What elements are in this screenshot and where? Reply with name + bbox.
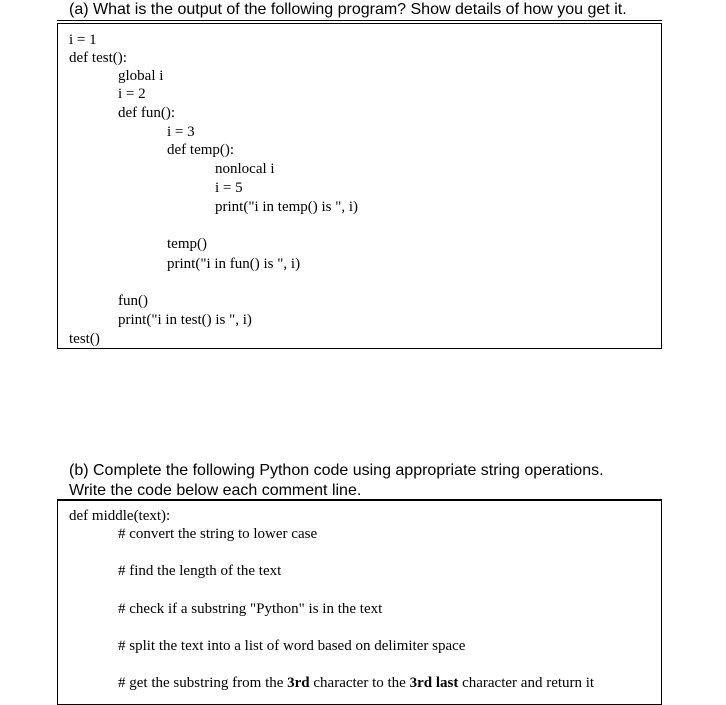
code-line: nonlocal i <box>215 161 275 177</box>
code-line: # convert the string to lower case <box>118 526 318 542</box>
code-line-last-comment <box>118 674 594 692</box>
heading-underline <box>57 20 662 21</box>
code-line: print("i in temp() is ", i) <box>215 199 359 215</box>
code-line: def middle(text): <box>69 508 171 524</box>
code-box-a <box>57 23 662 349</box>
code-line: i = 2 <box>118 86 146 102</box>
code-line: def test(): <box>69 50 127 66</box>
question-b-heading: (b) Complete the following Python code using appropriate string operations. <box>69 462 604 479</box>
code-box-b <box>57 500 662 705</box>
question-b-instruction: Write the code below each comment line. <box>69 482 362 499</box>
code-line: print("i in test() is ", i) <box>118 312 252 328</box>
code-line: # find the length of the text <box>118 563 282 579</box>
comment-bold-text: 3rd last <box>409 675 459 691</box>
code-line: i = 1 <box>69 32 97 48</box>
code-line: def temp(): <box>167 142 235 158</box>
code-line: # split the text into a list of word based on delimiter space <box>118 638 466 654</box>
comment-text: character to the <box>309 675 410 691</box>
comment-text: character and return it <box>458 675 595 691</box>
code-line: i = 5 <box>215 180 243 196</box>
code-line: print("i in fun() is ", i) <box>167 256 301 272</box>
code-line: temp() <box>167 236 207 252</box>
code-line: global i <box>118 68 164 84</box>
code-line: fun() <box>118 293 148 309</box>
comment-text: # get the substring from the <box>118 675 288 691</box>
code-line: def fun(): <box>118 105 176 121</box>
comment-bold-text: 3rd <box>287 675 310 691</box>
code-line: # check if a substring "Python" is in the text <box>118 601 383 617</box>
code-line: i = 3 <box>167 124 195 140</box>
question-a-heading: (a) What is the output of the following program? Show details of how you get it. <box>69 1 627 18</box>
code-line: test() <box>69 331 100 347</box>
